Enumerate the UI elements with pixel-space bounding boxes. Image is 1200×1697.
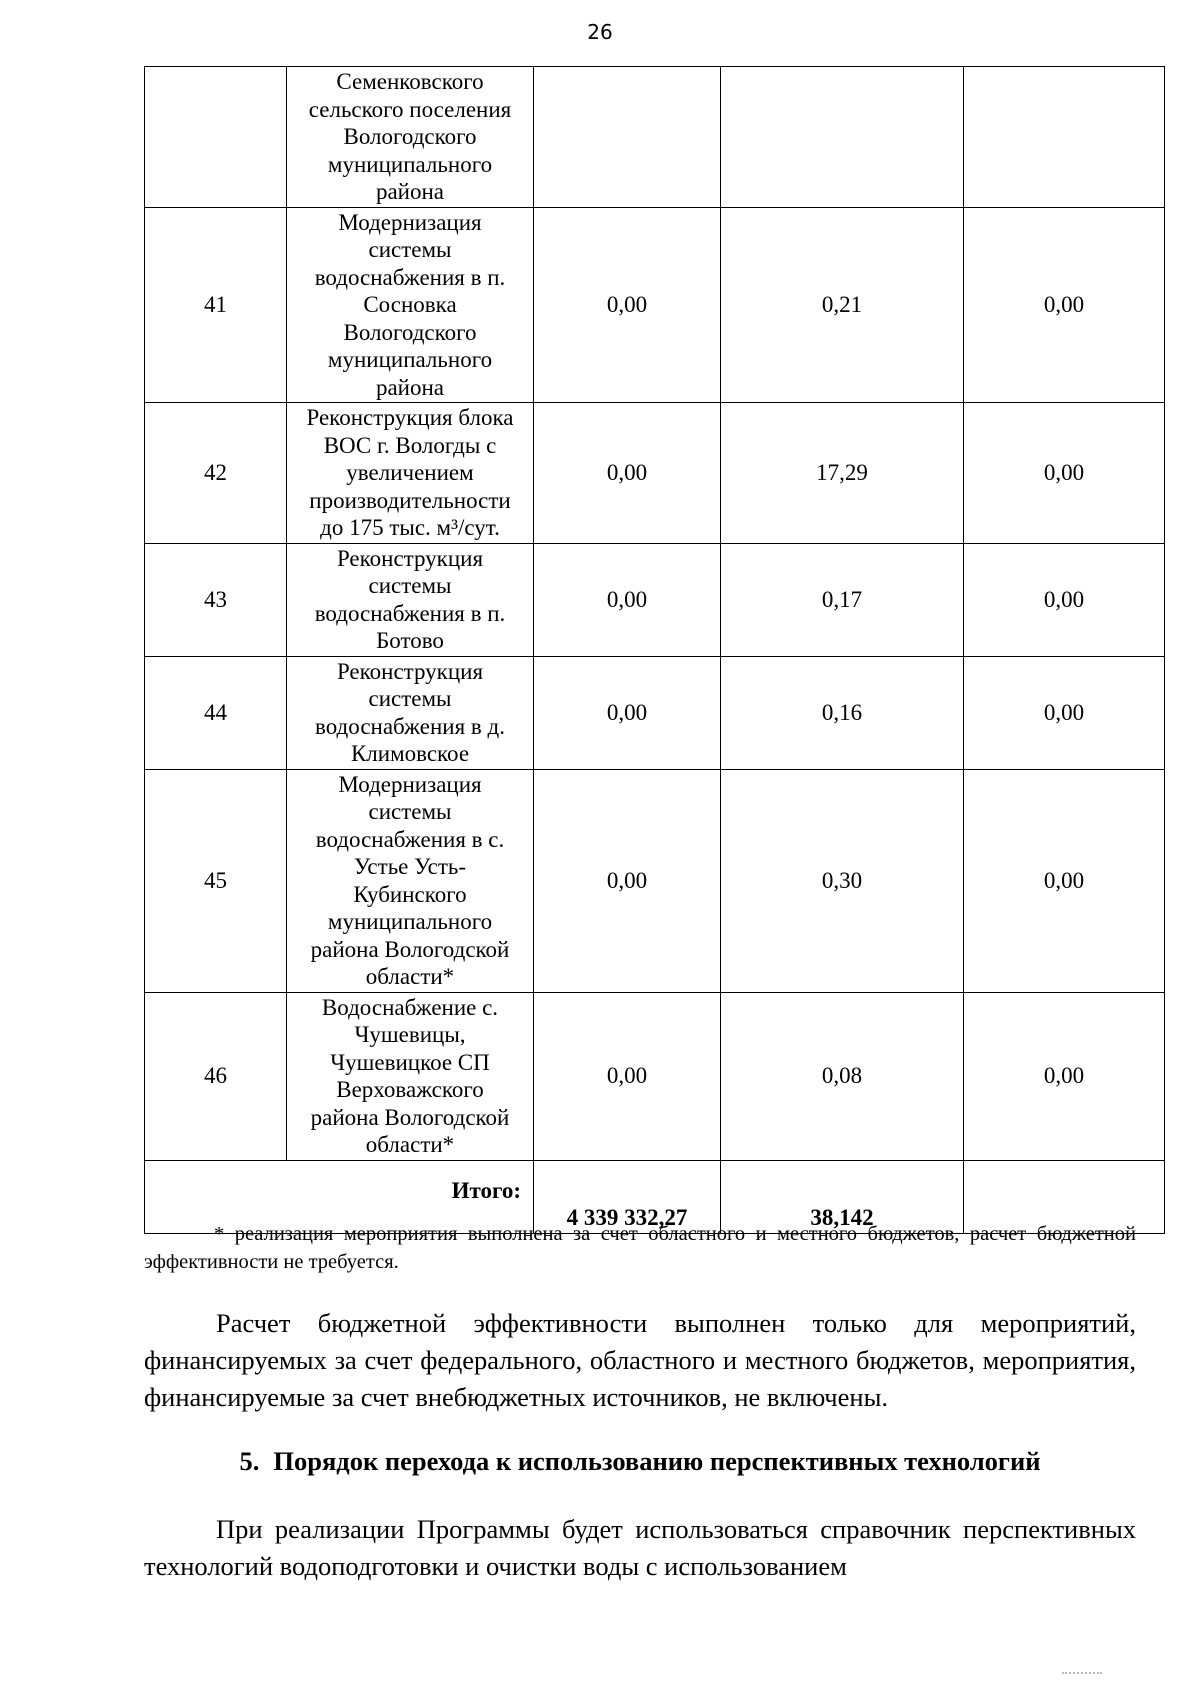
description-line: Реконструкция блока [306, 405, 514, 430]
description-line: Чушевицкое СП [330, 1049, 490, 1075]
row-value-2: 0,21 [721, 207, 964, 403]
row-description [287, 656, 534, 769]
description-line: Модернизация [338, 209, 482, 235]
total-value-1: 4 339 332,27 [534, 1160, 721, 1233]
row-description [287, 992, 534, 1160]
total-value-2: 38,142 [721, 1160, 964, 1233]
row-number [145, 67, 287, 208]
page-number: 26 [587, 20, 613, 44]
row-number: 43 [145, 543, 287, 656]
description-line: Вологодского [343, 124, 477, 149]
description-line: района Вологодской [310, 936, 510, 962]
description-line: Реконструкция [336, 545, 484, 571]
row-value-1: 0,00 [534, 656, 721, 769]
row-value-3: 0,00 [964, 656, 1165, 769]
section-heading [144, 1446, 1136, 1477]
paragraph-budget-calculation [144, 1305, 1136, 1416]
row-value-2: 0,17 [721, 543, 964, 656]
description-line: до 175 тыс. м³/сут. [320, 515, 500, 540]
description-line: области* [365, 1132, 455, 1157]
row-value-3: 0,00 [964, 992, 1165, 1160]
row-value-3: 0,00 [964, 769, 1165, 992]
table-row [145, 992, 1165, 1160]
row-value-1: 0,00 [534, 207, 721, 403]
description-line: Верховажского [336, 1077, 484, 1102]
row-value-2: 0,16 [721, 656, 964, 769]
description-line: сельского поселения [308, 96, 512, 122]
total-label: Итого: [145, 1160, 534, 1233]
description-line: системы [368, 573, 452, 598]
row-value-1 [534, 67, 721, 208]
description-line: Водоснабжение с. [321, 994, 499, 1020]
row-description [287, 67, 534, 208]
description-line: муниципального [327, 909, 493, 934]
row-value-1: 0,00 [534, 769, 721, 992]
row-number: 46 [145, 992, 287, 1160]
description-line: Семенковского [336, 69, 484, 94]
table-body [145, 67, 1165, 1161]
table-row [145, 67, 1165, 208]
description-line: Сосновка [363, 292, 457, 317]
row-value-2: 0,08 [721, 992, 964, 1160]
row-value-1: 0,00 [534, 992, 721, 1160]
description-line: района [375, 374, 445, 400]
row-description [287, 207, 534, 403]
row-description [287, 543, 534, 656]
description-line: Ботово [376, 628, 444, 653]
section-title: Порядок перехода к использованию перспективных технологий [273, 1446, 1041, 1476]
row-description [287, 769, 534, 992]
table-row [145, 403, 1165, 544]
description-line: Реконструкция [336, 658, 484, 684]
description-line: Вологодского [343, 319, 477, 345]
paragraph-1-text: Расчет бюджетной эффективности выполнен только для мероприятий, финансируемых за счет федерального, областного и местного бюджетов, мероприятия, финансируемые за счет внебюджетных источников, не включены. [144, 1308, 1136, 1412]
description-line: Кубинского [353, 881, 467, 907]
description-line: Чушевицы, [354, 1022, 466, 1047]
table-row [145, 769, 1165, 992]
row-value-2: 17,29 [721, 403, 964, 544]
row-value-3: 0,00 [964, 207, 1165, 403]
description-line: района [375, 179, 445, 204]
description-line: производительности [309, 487, 511, 513]
row-value-1: 0,00 [534, 543, 721, 656]
description-line: муниципального [327, 151, 493, 177]
row-value-1: 0,00 [534, 403, 721, 544]
description-line: водоснабжения в п. [314, 600, 506, 626]
description-line: муниципального [327, 347, 493, 372]
table-row [145, 543, 1165, 656]
description-line: системы [368, 799, 452, 824]
table-row [145, 207, 1165, 403]
description-line: Климовское [350, 741, 470, 766]
description-line: района Вологодской [310, 1104, 510, 1130]
row-number: 44 [145, 656, 287, 769]
row-number: 42 [145, 403, 287, 544]
description-line: Устье Усть- [353, 854, 467, 879]
row-number: 45 [145, 769, 287, 992]
paragraph-technologies [144, 1511, 1136, 1585]
row-description [287, 403, 534, 544]
description-line: системы [368, 686, 452, 711]
scan-artifact [1062, 1672, 1102, 1682]
description-line: водоснабжения в д. [315, 713, 505, 739]
section-number: 5. [239, 1446, 260, 1476]
description-line: ВОС г. Вологды с [323, 432, 497, 458]
description-line: увеличением [346, 460, 474, 485]
description-line: системы [368, 237, 452, 262]
description-line: водоснабжения в с. [315, 826, 505, 852]
footnote [144, 1220, 1136, 1276]
row-value-3: 0,00 [964, 403, 1165, 544]
description-line: водоснабжения в п. [314, 264, 506, 290]
paragraph-2-text: При реализации Программы будет использоваться справочник перспективных технологий водоподготовки и очистки воды с использованием [144, 1514, 1136, 1581]
footnote-text: * реализация мероприятия выполнена за счет областного и местного бюджетов, расчет бюджетной эффективности не требуется. [144, 1223, 1136, 1273]
row-value-2: 0,30 [721, 769, 964, 992]
description-line: Модернизация [338, 771, 482, 797]
row-number: 41 [145, 207, 287, 403]
budget-efficiency-table [144, 66, 1165, 1234]
description-line: области* [365, 964, 455, 989]
row-value-3 [964, 67, 1165, 208]
table-row [145, 656, 1165, 769]
row-value-2 [721, 67, 964, 208]
row-value-3: 0,00 [964, 543, 1165, 656]
